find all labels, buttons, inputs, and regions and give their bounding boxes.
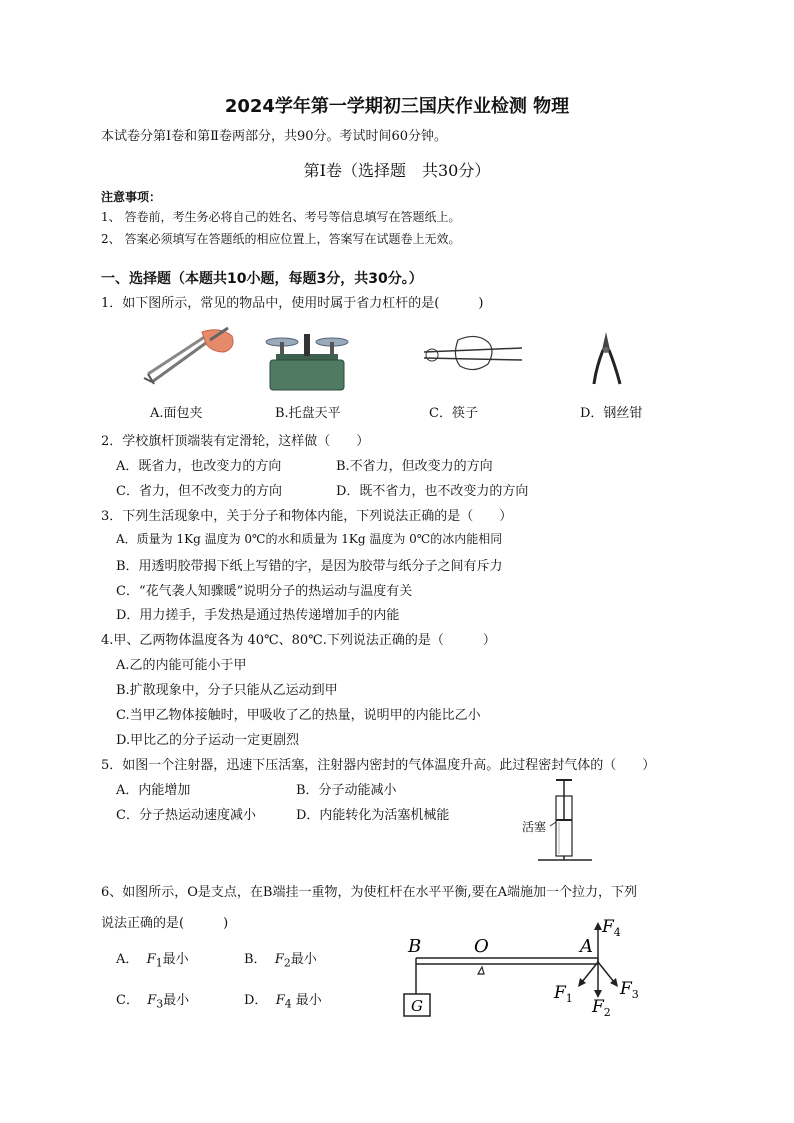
q4-option-d: D.甲比乙的分子运动一定更剧烈 bbox=[116, 733, 300, 748]
q5-stem: 5．如图一个注射器，迅速下压活塞，注射器内密封的气体温度升高。此过程密封气体的（ ） bbox=[101, 758, 656, 773]
q6-option-b: B． $F_2$最小 bbox=[244, 952, 317, 970]
q1-caption-c: C．筷子 bbox=[429, 406, 478, 421]
section-title: 第Ⅰ卷（选择题 共30分） bbox=[303, 161, 491, 180]
notes-heading: 注意事项： bbox=[101, 190, 162, 204]
piston-label: 活塞 bbox=[522, 820, 547, 834]
q3-stem: 3．下列生活现象中，关于分子和物体内能，下列说法正确的是（ ） bbox=[101, 509, 513, 524]
q5-option-b: B．分子动能减小 bbox=[296, 783, 397, 798]
force-f4-label: $F_4$ bbox=[602, 917, 621, 939]
q2-option-d: D．既不省力，也不改变力的方向 bbox=[336, 484, 529, 499]
wire-pliers-image bbox=[588, 328, 628, 388]
q5-option-d: D．内能转化为活塞机械能 bbox=[296, 808, 450, 823]
part1-heading: 一、选择题（本题共10小题，每题3分，共30分。） bbox=[101, 271, 423, 287]
q6-option-c: C． $F_3$最小 bbox=[116, 993, 190, 1011]
bread-tongs-image bbox=[140, 322, 240, 392]
fulcrum-o-label: O bbox=[474, 936, 489, 957]
q2-option-a: A．既省力，也改变力的方向 bbox=[116, 459, 282, 474]
q3-option-d: D．用力搓手，手发热是通过热传递增加手的内能 bbox=[116, 608, 400, 623]
chopsticks-image bbox=[418, 330, 528, 380]
q4-option-c: C.当甲乙物体接触时，甲吸收了乙的热量，说明甲的内能比乙小 bbox=[116, 708, 481, 723]
q4-option-a: A.乙的内能可能小于甲 bbox=[116, 658, 247, 673]
exam-intro: 本试卷分第Ⅰ卷和第Ⅱ卷两部分，共90分。考试时间60分钟。 bbox=[101, 129, 448, 144]
lever-figure bbox=[398, 912, 678, 1024]
point-b-label: B bbox=[408, 936, 422, 957]
note-item-1: 1、 答卷前，考生务必将自己的姓名、考号等信息填写在答题纸上。 bbox=[101, 210, 461, 224]
q1-caption-a: A.面包夹 bbox=[150, 406, 203, 421]
q3-option-a: A．质量为 1Kg 温度为 0℃的水和质量为 1Kg 温度为 0℃的冰内能相同 bbox=[116, 532, 503, 546]
q3-option-c: C．“花气袭人知骤暖”说明分子的热运动与温度有关 bbox=[116, 584, 413, 599]
note-item-2: 2、 答案必须填写在答题纸的相应位置上，答案写在试题卷上无效。 bbox=[101, 232, 461, 246]
q6-option-d: D． $F_4$ 最小 bbox=[244, 993, 322, 1011]
page-title: 2024学年第一学期初三国庆作业检测 物理 bbox=[224, 96, 570, 117]
q2-option-b: B.不省力，但改变力的方向 bbox=[336, 459, 493, 474]
q5-option-c: C．分子热运动速度减小 bbox=[116, 808, 256, 823]
force-f3-label: $F_3$ bbox=[620, 979, 639, 1001]
q5-option-a: A．内能增加 bbox=[116, 783, 191, 798]
q1-caption-d: D．钢丝钳 bbox=[580, 406, 643, 421]
q2-stem: 2．学校旗杆顶端装有定滑轮，这样做（ ） bbox=[101, 434, 370, 449]
q4-option-b: B.扩散现象中，分子只能从乙运动到甲 bbox=[116, 683, 338, 698]
q1-stem: 1．如下图所示，常见的物品中，使用时属于省力杠杆的是( ) bbox=[101, 296, 484, 311]
tray-balance-image bbox=[262, 330, 352, 396]
q3-option-b: B．用透明胶带揭下纸上写错的字，是因为胶带与纸分子之间有斥力 bbox=[116, 559, 503, 574]
point-a-label: A bbox=[580, 936, 593, 957]
q6-stem-line1: 6、如图所示，O是支点，在B端挂一重物，为使杠杆在水平平衡,要在A端施加一个拉力，下列 bbox=[101, 885, 638, 900]
q2-option-c: C．省力，但不改变力的方向 bbox=[116, 484, 282, 499]
weight-label: G bbox=[411, 997, 423, 1015]
force-f1-label: $F_1$ bbox=[554, 983, 573, 1005]
q6-stem-line2: 说法正确的是( ) bbox=[101, 916, 229, 931]
q6-option-a: A． $F_1$最小 bbox=[116, 952, 189, 970]
q4-stem: 4.甲、乙两物体温度各为 40℃、80℃.下列说法正确的是（ ） bbox=[101, 633, 496, 648]
force-f2-label: $F_2$ bbox=[592, 997, 611, 1019]
q1-caption-b: B.托盘天平 bbox=[275, 406, 341, 421]
